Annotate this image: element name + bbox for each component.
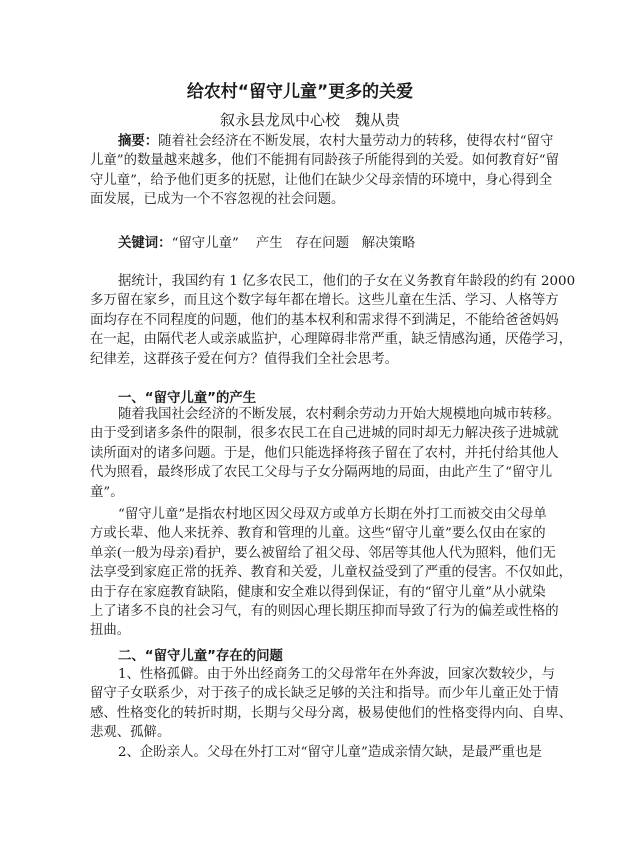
paragraph-line: 由于受到诸多条件的限制，很多农民工在自己进城的同时却无力解决孩子进城就 xyxy=(90,426,559,442)
abstract-text: 随着社会经济在不断发展，农村大量劳动力的转移，使得农村“留守 xyxy=(158,134,554,149)
keywords-label: 关键词： xyxy=(118,236,172,251)
document-title: 给农村“留守儿童”更多的关爱 xyxy=(186,82,414,102)
paragraph-line: 单亲(一般为母亲)看护，要么被留给了祖父母、邻居等其他人代为照料，他们无 xyxy=(90,545,556,561)
paragraph-line: 据统计，我国约有 1 亿多农民工，他们的子女在义务教育年龄段的约有 2000 xyxy=(118,274,576,289)
author-line: 叙永县龙凤中心校 魏从贵 xyxy=(219,111,400,129)
abstract-line xyxy=(90,151,559,170)
paragraph-line: 感、性格变化的转折时期，长期与父母分离，极易使他们的性格变得内向、自卑、 xyxy=(90,705,573,721)
paragraph-line: 法享受到家庭正常的抚养、教育和关爱，儿童权益受到了严重的侵害。不仅如此， xyxy=(90,565,573,581)
abstract-line xyxy=(90,190,512,209)
paragraph xyxy=(90,272,576,369)
paragraph-line: 随着我国社会经济的不断发展，农村剩余劳动力开始大规模地向城市转移。 xyxy=(118,407,560,422)
keywords xyxy=(118,232,415,251)
paragraph-line: 上了诸多不良的社会习气，有的则因心理长期压抑而导致了行为的偏差或性格的 xyxy=(90,603,559,619)
section-heading: 一、“留守儿童”的产生 xyxy=(118,391,257,406)
paragraph-line: 多万留在家乡，而且这个数字每年都在增长。这些儿童在生活、学习、人格等方 xyxy=(90,293,559,309)
abstract-line xyxy=(90,132,554,151)
paragraph xyxy=(90,505,573,641)
keywords-text: “留守儿童” 产生 存在问题 解决策略 xyxy=(171,236,416,251)
abstract-text: 儿童”的数量越来越多，他们不能拥有同龄孩子所能得到的关爱。如何教育好“留 xyxy=(90,153,559,169)
abstract-text: 面发展，已成为一个不容忽视的社会问题。 xyxy=(90,192,345,208)
paragraph-line: 纪律差，这群孩子爱在何方？值得我们全社会思考。 xyxy=(90,351,398,367)
paragraph-line: 扭曲。 xyxy=(90,623,131,639)
paragraph-line: “留守儿童”是指农村地区因父母双方或单方长期在外打工而被交由父母单 xyxy=(118,507,547,522)
paragraph xyxy=(90,665,573,743)
paragraph xyxy=(90,743,542,762)
paragraph-line: 悲观、孤僻。 xyxy=(90,725,171,741)
paragraph xyxy=(90,405,560,502)
paragraph-line: 2、企盼亲人。父母在外打工对“留守儿童”造成亲情欠缺，是最严重也是 xyxy=(118,745,542,760)
paragraph-line: 童”。 xyxy=(90,484,124,500)
abstract-text: 守儿童”，给予他们更多的抚慰，让他们在缺少父母亲情的环境中，身心得到全 xyxy=(90,172,553,188)
paragraph-line: 读所面对的诸多问题。于是，他们只能选择将孩子留在了农村，并托付给其他人 xyxy=(90,445,559,461)
paragraph-line: 面均存在不同程度的问题，他们的基本权利和需求得不到满足，不能给爸爸妈妈 xyxy=(90,312,559,328)
abstract xyxy=(90,132,559,210)
paragraph-line: 代为照看，最终形成了农民工父母与子女分隔两地的局面，由此产生了“留守儿 xyxy=(90,465,553,481)
abstract-label: 摘要： xyxy=(118,134,159,149)
paragraph-line: 在一起，由隔代老人或亲戚监护，心理障碍非常严重，缺乏情感沟通，厌倦学习， xyxy=(90,332,573,348)
paragraph-line: 由于存在家庭教育缺陷，健康和安全难以得到保证，有的“留守儿童”从小就染 xyxy=(90,584,546,600)
paragraph-line: 1、性格孤僻。由于外出经商务工的父母常年在外奔波，回家次数较少，与 xyxy=(118,667,556,682)
paragraph-line: 方或长辈、他人来抚养、教育和管理的儿童。这些“留守儿童”要么仅由在家的 xyxy=(90,526,546,542)
section-heading: 二、“留守儿童”存在的问题 xyxy=(118,649,283,664)
paragraph-line: 留守子女联系少，对于孩子的成长缺乏足够的关注和指导。而少年儿童正处于情 xyxy=(90,686,559,702)
abstract-line xyxy=(90,171,553,190)
